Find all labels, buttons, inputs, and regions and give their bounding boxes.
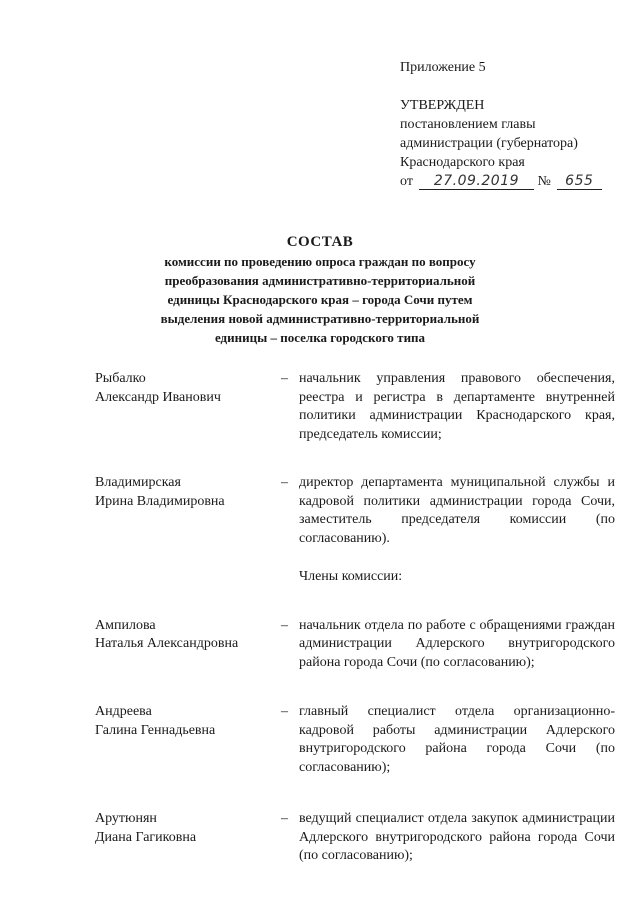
member-surname: Арутюнян xyxy=(95,811,157,826)
title-subtitle-line-1: комиссии по проведению опроса граждан по вопросу xyxy=(164,254,476,269)
member-role: начальник управления правового обеспечения, реестра и регистра в департаменте внутренней политики администрации Краснодарского края, председатель комиссии; xyxy=(299,371,615,442)
approval-header xyxy=(400,58,620,191)
member-surname: Андреева xyxy=(95,704,152,719)
member-name xyxy=(95,617,275,654)
approval-line-1: постановлением главы xyxy=(400,117,536,132)
member-role: директор департамента муниципальной службы и кадровой политики администрации города Сочи, заместитель председателя комиссии (по согласованию). xyxy=(299,475,615,546)
title-subtitle-line-4: выделения новой административно-территориальной xyxy=(160,311,480,326)
member-given-names: Галина Геннадьевна xyxy=(95,722,216,738)
member-name xyxy=(95,370,275,407)
member-entry xyxy=(95,810,615,866)
date-prefix: от xyxy=(400,174,413,189)
member-role: ведущий специалист отдела закупок администрации Адлерского внутригородского района города Сочи (по согласованию); xyxy=(299,811,615,863)
dash-separator: – xyxy=(281,811,288,826)
commission-members xyxy=(95,370,615,866)
member-given-names: Наталья Александровна xyxy=(95,636,239,651)
member-name xyxy=(95,474,275,511)
member-name xyxy=(95,703,275,740)
dash-separator: – xyxy=(281,617,288,633)
member-role: начальник отдела по работе с обращениями граждан администрации Адлерского внутригородского района города Сочи (по согласованию); xyxy=(299,617,615,670)
member-surname: Владимирская xyxy=(95,475,181,490)
title-subtitle-line-2: преобразования административно-территориальной xyxy=(164,273,476,288)
member-given-names: Ирина Владимировна xyxy=(95,493,225,509)
dash-separator: – xyxy=(281,704,288,719)
title-heading: СОСТАВ xyxy=(286,234,354,250)
member-entry xyxy=(95,617,615,673)
number-sign: № xyxy=(537,174,551,189)
member-name xyxy=(95,810,275,847)
approved-label: УТВЕРЖДЕН xyxy=(400,98,485,113)
title-subtitle-line-3: единицы Краснодарского края – города Сочи путем xyxy=(167,292,473,307)
member-surname: Ампилова xyxy=(95,617,156,633)
member-entry xyxy=(95,474,615,548)
member-entry xyxy=(95,370,615,444)
date-number-line xyxy=(400,172,620,191)
handwritten-number: 655 xyxy=(557,174,602,190)
member-entry xyxy=(95,703,615,777)
member-role: главный специалист отдела организационно-кадровой работы администрации Адлерского внутригородского района города Сочи (по согласованию); xyxy=(299,704,615,775)
member-given-names: Александр Иванович xyxy=(95,389,221,405)
appendix-label: Приложение 5 xyxy=(400,60,486,75)
member-given-names: Диана Гагиковна xyxy=(95,829,197,845)
members-section-label: Члены комиссии: xyxy=(299,569,403,584)
dash-separator: – xyxy=(281,371,288,386)
document-title xyxy=(120,232,520,347)
handwritten-date: 27.09.2019 xyxy=(419,174,534,190)
title-subtitle-line-5: единицы – поселка городского типа xyxy=(214,330,426,345)
approval-line-2: администрации (губернатора) xyxy=(400,136,578,151)
approval-line-3: Краснодарского края xyxy=(400,155,525,170)
dash-separator: – xyxy=(281,475,288,490)
member-surname: Рыбалко xyxy=(95,371,146,386)
